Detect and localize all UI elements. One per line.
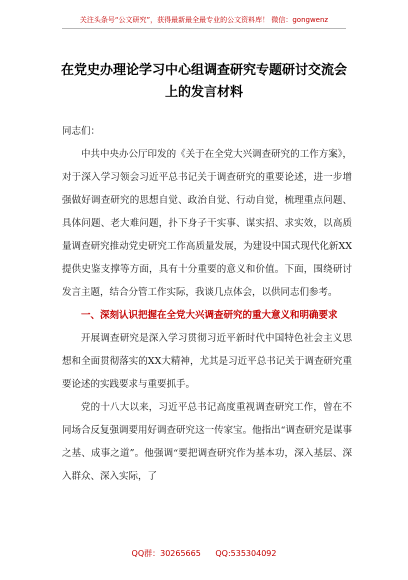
header-banner: 关注头条号“公文研究”，获得最新最全最专业的公文资料库！ 微信：gongwenz <box>79 16 329 24</box>
footer-contact <box>0 547 408 561</box>
section-paragraph: 党的十八大以来，习近平总书记高度重视调查研究工作，曾在不同场合反复强调要用好调查研究这一传家宝。他指出“调查研究是谋事之基、成事之道”。他强调“要把调查研究作为基本功，深入基层、深入群众、深入实际，了 <box>62 402 352 482</box>
intro-paragraph: 中共中央办公厅印发的《关于在全党大兴调查研究的工作方案》，对于深入学习领会习近平总书记关于调查研究的重要论述，进一步增强做好调查研究的思想自觉、政治自觉、行动自觉，梳理重点问题、具体问题、老大难问题，扑下身子干实事、谋实招、求实效，以高质量调查研究推动党史研究工作高质量发展，为建设中国式现代化新XX提供史鉴支撑等方面，具有十分重要的意义和价值。下面，围绕研讨发言主题，结合分管工作实际，我谈几点体会，以供同志们参考。 <box>62 149 352 298</box>
document-body <box>62 120 352 488</box>
section-heading: 一、深刻认识把握在全党大兴调查研究的重大意义和明确要求 <box>81 310 338 321</box>
footer-qq: QQ:535304092 <box>215 549 277 558</box>
section-paragraph: 开展调查研究是深入学习贯彻习近平新时代中国特色社会主义思想和全面贯彻落实的XX大精神，尤其是习近平总书记关于调查研究重要论述的实践要求与重要抓手。 <box>62 333 352 390</box>
document-title: 在党史办理论学习中心组调查研究专题研讨交流会上的发言材料 <box>60 63 347 100</box>
footer-qq-group: QQ群：30265665 <box>131 549 201 558</box>
salutation: 同志们： <box>62 126 101 137</box>
header-divider <box>62 28 346 29</box>
